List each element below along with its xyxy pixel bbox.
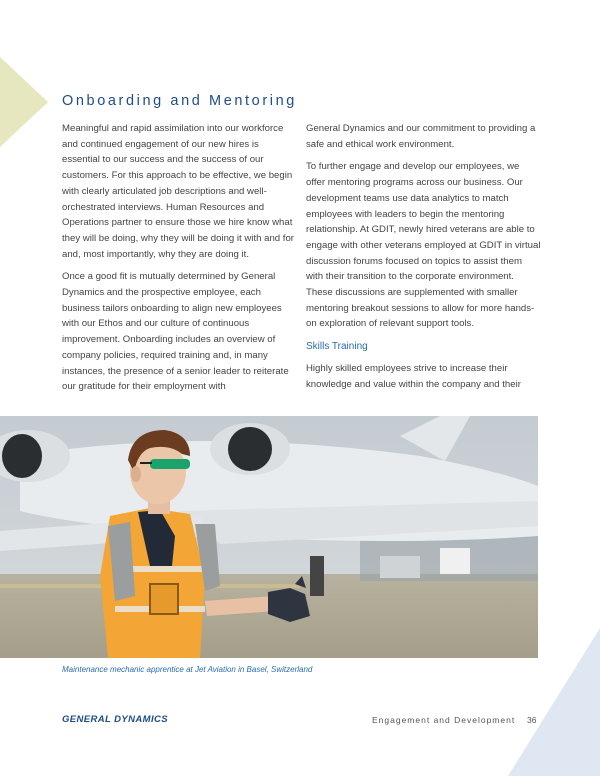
general-dynamics-logo: GENERAL DYNAMICS <box>62 714 168 725</box>
footer-section-title: Engagement and Development <box>372 715 516 725</box>
paragraph: Highly skilled employees strive to increase their knowledge and value within the company and their <box>306 362 521 390</box>
photo-caption: Maintenance mechanic apprentice at Jet Aviation in Basel, Switzerland <box>62 665 313 674</box>
decorative-triangle-left <box>0 57 48 147</box>
section-heading: Onboarding and Mentoring <box>62 93 297 109</box>
paragraph: To further engage and develop our employees, we offer mentoring programs across our business. Our development teams use data analytics to match employees with leaders to begin the mentoring relationship. At GDIT, newly hired veterans are able to engage with other veterans employed at GDIT in virtual discussion forums focused on topics to assist them with their transition to the corporate environment. These discussions are supplemented with smaller mentoring breakout sessions to allow for more hands-on exploration of relevant support tools. <box>306 161 541 330</box>
left-text-column <box>62 121 297 402</box>
page-number: 36 <box>527 715 537 725</box>
paragraph: Once a good fit is mutually determined by General Dynamics and the prospective employee, each business tailors onboarding to align new employees with our Ethos and our culture of continuous improvement. Onboarding includes an overview of company policies, required training and, in many instances, the presence of a senior leader to reiterate our gratitude for their employment with <box>62 271 289 393</box>
paragraph: Meaningful and rapid assimilation into our workforce and continued engagement of our new hires is essential to our success and the success of our customers. For this approach to be effective, we begin with clearly articulated job descriptions and well-orchestrated interviews. Human Resources and Operations partner to ensure those we hire know what they will be doing, why they will be doing it with and for and, most importantly, why they are doing it. <box>62 123 294 260</box>
paragraph: General Dynamics and our commitment to providing a safe and ethical work environment. <box>306 123 536 150</box>
right-text-column <box>306 121 541 399</box>
photo-illustration <box>0 416 538 658</box>
photo-apprentice-airfield <box>0 416 538 658</box>
subheading-skills-training: Skills Training <box>306 341 368 353</box>
